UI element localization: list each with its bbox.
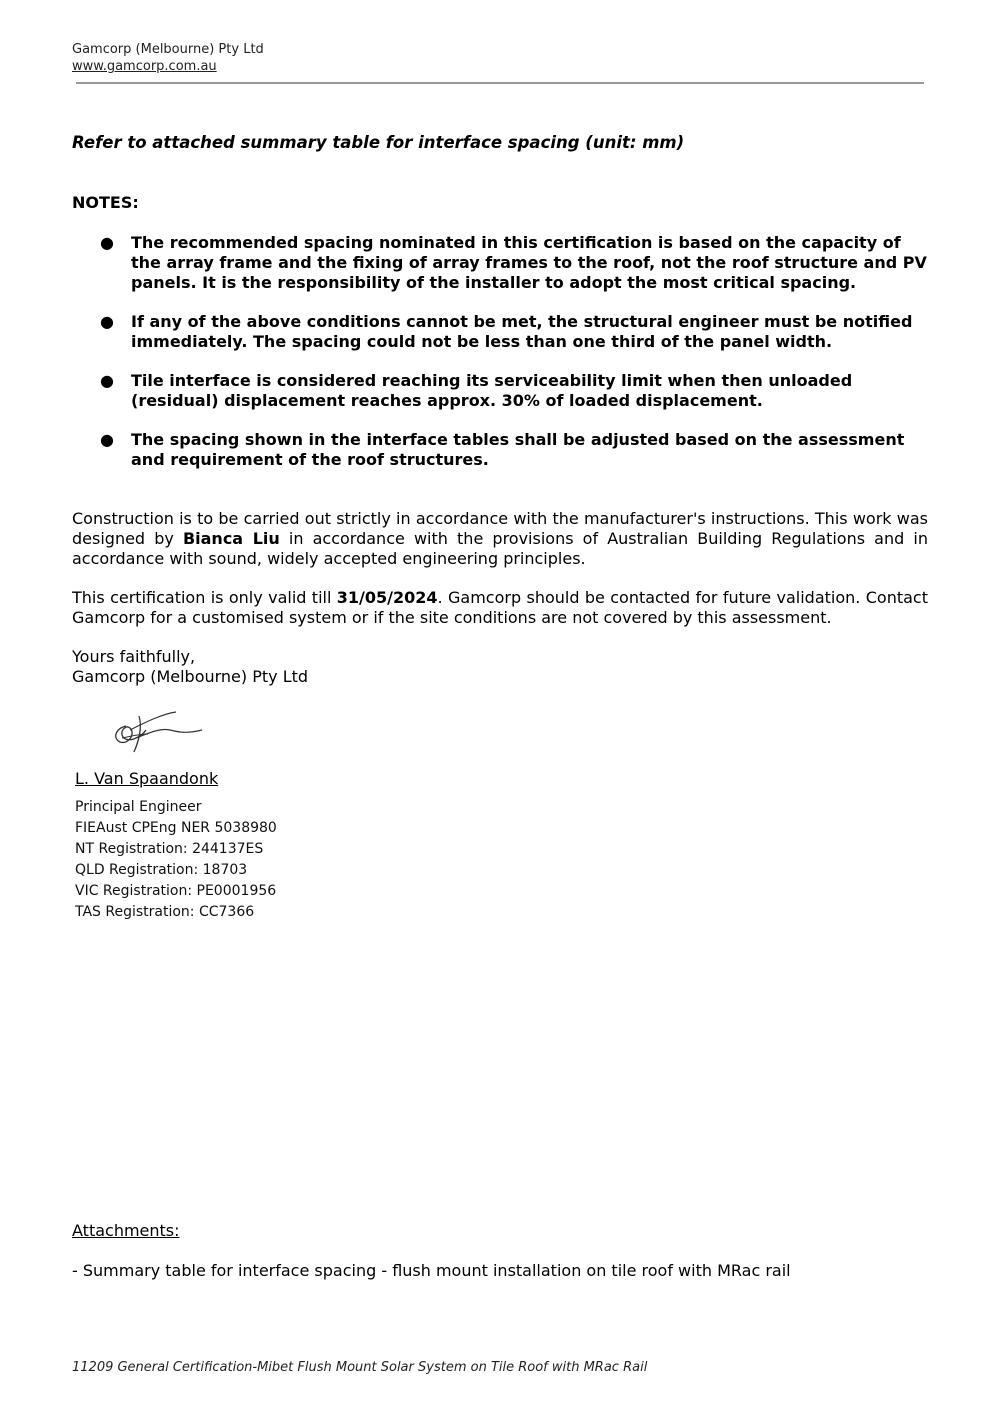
header-divider <box>76 82 924 84</box>
credential-line: TAS Registration: CC7366 <box>75 904 255 920</box>
note-item <box>100 371 930 411</box>
company-website-link[interactable]: www.gamcorp.com.au <box>72 59 217 74</box>
note-text: The recommended spacing nominated in this certification is based on the capacity of the array frame and the fixing of array frames to the roof, not the roof structure and PV panels. It is the responsibility of the installer to adopt the most critical spacing. <box>131 233 927 292</box>
attachment-item: - Summary table for interface spacing - flush mount installation on tile roof with MRac rail <box>72 1261 791 1280</box>
note-text: Tile interface is considered reaching its serviceability limit when then unloaded (residual) displacement reaches approx. 30% of loaded displacement. <box>131 371 853 410</box>
credential-line: QLD Registration: 18703 <box>75 862 248 878</box>
validity-paragraph <box>72 588 928 628</box>
paragraph-text: . Gamcorp should be contacted for future validation. Contact Gamcorp for a customised system or if the site conditions are not covered by this assessment. <box>72 588 928 627</box>
bullet-icon: ● <box>100 430 114 449</box>
salutation: Yours faithfully, <box>72 647 196 666</box>
paragraph-text: Construction is to be carried out strictly in accordance with the manufacturer's instructions. This work was designed by <box>72 509 928 548</box>
letterhead <box>72 41 264 75</box>
bullet-icon: ● <box>100 233 114 252</box>
closing-block <box>72 647 308 687</box>
note-item <box>100 233 930 293</box>
note-text: The spacing shown in the interface tables shall be adjusted based on the assessment and requirement of the roof structures. <box>131 430 905 469</box>
signatory-credentials <box>75 797 277 923</box>
company-name: Gamcorp (Melbourne) Pty Ltd <box>72 42 264 57</box>
page-footer: 11209 General Certification-Mibet Flush Mount Solar System on Tile Roof with MRac Rail <box>72 1360 648 1375</box>
note-item <box>100 430 930 470</box>
credential-line: Principal Engineer <box>75 799 202 815</box>
credential-line: NT Registration: 244137ES <box>75 841 264 857</box>
paragraph-text: This certification is only valid till <box>72 588 337 607</box>
credential-line: VIC Registration: PE0001956 <box>75 883 277 899</box>
construction-paragraph <box>72 509 928 569</box>
signature-image <box>106 708 206 760</box>
refer-line: Refer to attached summary table for interface spacing (unit: mm) <box>72 133 685 152</box>
note-text: If any of the above conditions cannot be met, the structural engineer must be notified immediately. The spacing could not be less than one third of the panel width. <box>131 312 913 351</box>
notes-heading: NOTES: <box>72 193 139 212</box>
credential-line: FIEAust CPEng NER 5038980 <box>75 820 277 836</box>
designer-name: Bianca Liu <box>182 529 280 548</box>
bullet-icon: ● <box>100 371 114 390</box>
closing-company: Gamcorp (Melbourne) Pty Ltd <box>72 667 309 686</box>
valid-date: 31/05/2024 <box>336 588 438 607</box>
notes-list <box>100 233 930 489</box>
bullet-icon: ● <box>100 312 114 331</box>
signatory-name: L. Van Spaandonk <box>75 769 219 788</box>
paragraph-text: in accordance with the provisions of Australian Building Regulations and in accordance with sound, widely accepted engineering principles. <box>72 529 928 568</box>
attachments-heading: Attachments: <box>72 1221 180 1240</box>
note-item <box>100 312 930 352</box>
